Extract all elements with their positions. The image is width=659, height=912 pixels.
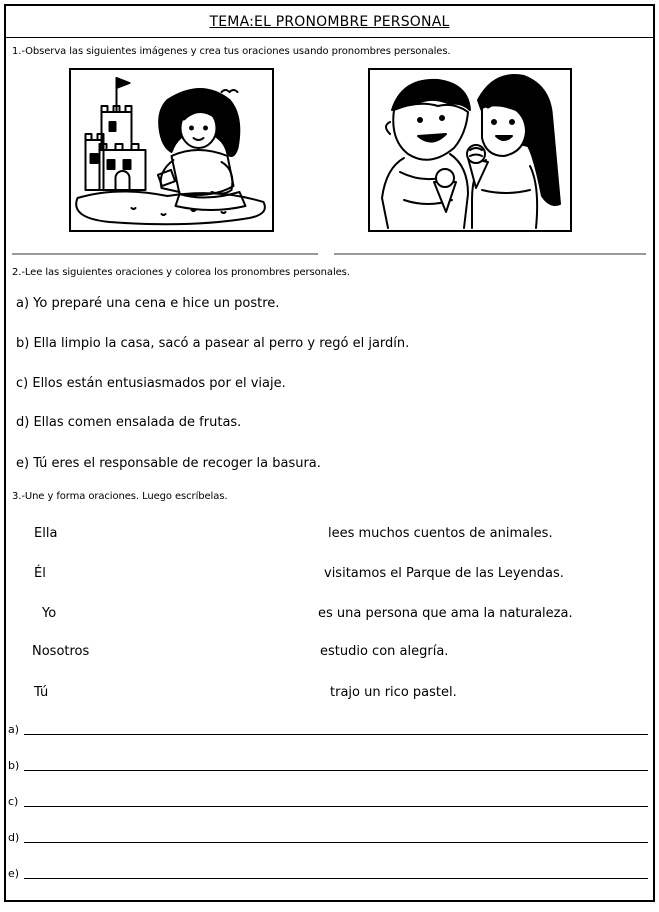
write-line bbox=[24, 806, 648, 807]
pronoun-yo: Yo bbox=[42, 606, 57, 621]
image2-answer-line[interactable] bbox=[334, 253, 646, 255]
pronoun-nosotros: Nosotros bbox=[32, 644, 90, 659]
section2-instruction: 2.-Lee las siguientes oraciones y colorea los pronombres personales. bbox=[12, 267, 350, 278]
write-row-a[interactable] bbox=[8, 720, 648, 736]
write-line bbox=[24, 734, 648, 735]
predicate-2: visitamos el Parque de las Leyendas. bbox=[324, 566, 564, 581]
pronoun-tu: Tú bbox=[34, 685, 49, 700]
predicate-4: estudio con alegría. bbox=[320, 644, 449, 659]
sentence-a: a) Yo preparé una cena e hice un postre. bbox=[16, 296, 280, 311]
section1-instruction: 1.-Observa las siguientes imágenes y crea tus oraciones usando pronombres personales. bbox=[12, 46, 451, 57]
write-line bbox=[24, 842, 648, 843]
predicate-5: trajo un rico pastel. bbox=[330, 685, 457, 700]
sentence-d: d) Ellas comen ensalada de frutas. bbox=[16, 415, 242, 430]
title-divider bbox=[6, 37, 653, 38]
write-line bbox=[24, 770, 648, 771]
predicate-3: es una persona que ama la naturaleza. bbox=[318, 606, 573, 621]
pronoun-el: Él bbox=[34, 566, 46, 581]
write-row-label: a) bbox=[8, 723, 20, 736]
predicate-1: lees muchos cuentos de animales. bbox=[328, 526, 553, 541]
worksheet-page bbox=[4, 4, 655, 902]
write-row-label: c) bbox=[8, 795, 19, 808]
write-row-label: e) bbox=[8, 867, 20, 880]
sandcastle-girl-illustration bbox=[69, 68, 274, 232]
write-row-label: b) bbox=[8, 759, 20, 772]
write-row-c[interactable] bbox=[8, 792, 648, 808]
write-row-label: d) bbox=[8, 831, 20, 844]
section3-instruction: 3.-Une y forma oraciones. Luego escríbelas. bbox=[12, 491, 228, 502]
write-line bbox=[24, 878, 648, 879]
worksheet-title: TEMA:EL PRONOMBRE PERSONAL bbox=[209, 14, 450, 30]
write-row-b[interactable] bbox=[8, 756, 648, 772]
pronoun-ella: Ella bbox=[34, 526, 58, 541]
sentence-b: b) Ella limpio la casa, sacó a pasear al perro y regó el jardín. bbox=[16, 336, 410, 351]
write-row-d[interactable] bbox=[8, 828, 648, 844]
write-row-e[interactable] bbox=[8, 864, 648, 880]
children-ice-cream-illustration bbox=[368, 68, 572, 232]
sentence-e: e) Tú eres el responsable de recoger la basura. bbox=[16, 456, 321, 471]
sentence-c: c) Ellos están entusiasmados por el viaje. bbox=[16, 376, 286, 391]
image1-answer-line[interactable] bbox=[12, 253, 318, 255]
